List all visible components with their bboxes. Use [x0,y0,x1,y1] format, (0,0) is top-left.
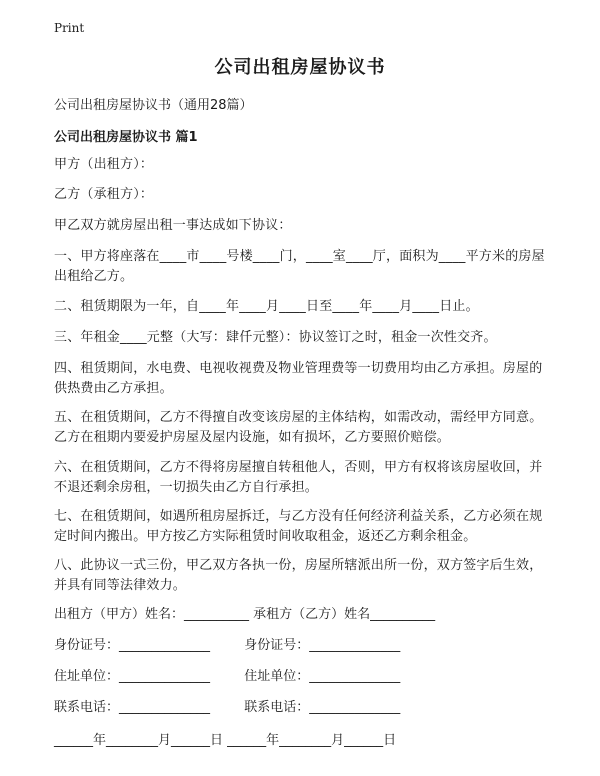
lessor-phone-field: 联系电话：______________ [54,700,211,715]
lessor-address-field: 住址单位：______________ [54,669,211,684]
clause-7: 七、在租赁期间，如遇所租房屋拆迁，与乙方没有任何经济利益关系，乙方必须在规定时间内搬出。甲方按乙方实际租赁时间收取租金，返还乙方剩余租金。 [54,509,543,544]
document-title: 公司出租房屋协议书 [214,57,386,78]
lessee-name-field: 承租方（乙方）姓名__________ [253,607,436,622]
signature-id-row [54,636,554,656]
clause-2: 二、租赁期限为一年，自____年____月____日至____年____月____日止。 [54,299,479,314]
signature-address-row [54,667,554,687]
agreement-intro: 甲乙双方就房屋出租一事达成如下协议： [54,218,292,233]
signature-names-row [54,605,554,625]
lessee-phone-field: 联系电话：______________ [244,700,401,715]
clause-4: 四、租赁期间，水电费、电视收视费及物业管理费等一切费用均由乙方承担。房屋的供热费由乙方承担。 [54,361,543,396]
party-b-line: 乙方（承租方）： [54,187,154,202]
document-subtitle: 公司出租房屋协议书（通用28篇） [54,98,253,113]
lessor-id-field: 身份证号：______________ [54,638,211,653]
clause-8: 八、此协议一式三份，甲乙双方各执一份，房屋所辖派出所一份，双方签字后生效，并具有同等法律效力。 [54,558,543,593]
lessee-address-field: 住址单位：______________ [244,669,401,684]
clause-5: 五、在租赁期间，乙方不得擅自改变该房屋的主体结构，如需改动，需经甲方同意。乙方在租期内要爱护房屋及屋内设施，如有损坏，乙方要照价赔偿。 [54,410,543,445]
section-heading: 公司出租房屋协议书 篇1 [54,130,198,145]
party-a-line: 甲方（出租方）： [54,157,154,172]
signature-phone-row [54,698,554,718]
lessor-date-field: ______年________月______日 [54,733,224,748]
lessor-name-field: 出租方（甲方）姓名：__________ [54,607,250,622]
lessee-id-field: 身份证号：______________ [244,638,401,653]
clause-1: 一、甲方将座落在____市____号楼____门，____室____厅，面积为____平方米的房屋出租给乙方。 [54,249,545,284]
print-link[interactable]: Print [54,21,85,35]
clause-6: 六、在租赁期间，乙方不得将房屋擅自转租他人，否则，甲方有权将该房屋收回，并不退还剩余房租，一切损失由乙方自行承担。 [54,460,543,495]
lessee-date-field: ______年________月______日 [227,733,397,748]
clause-3: 三、年租金____元整（大写：肆仟元整）：协议签订之时，租金一次性交齐。 [54,330,497,345]
signature-date-row [54,731,554,751]
